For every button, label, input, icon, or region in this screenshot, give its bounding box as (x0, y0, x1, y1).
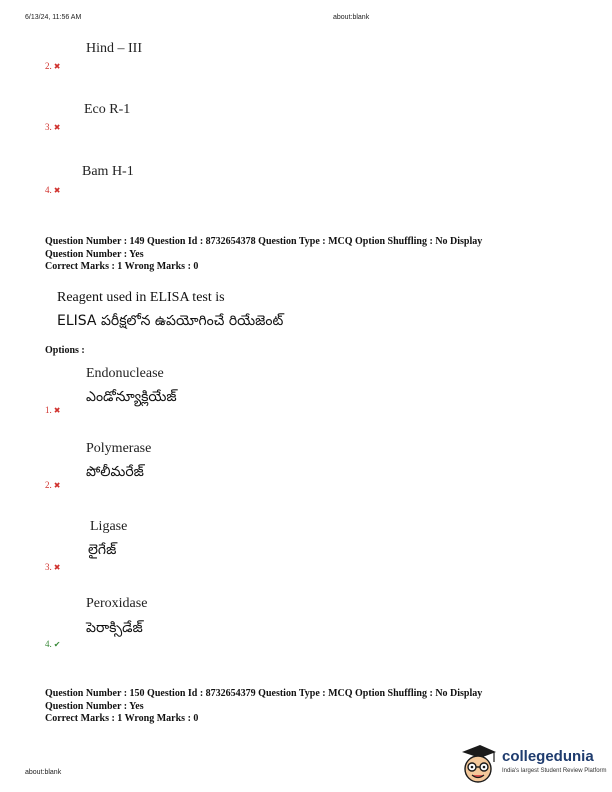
option-2-text-te: పోలీమరేజ్ (86, 464, 144, 480)
question-150-meta-line2: Question Number : Yes (45, 700, 144, 712)
prev-option-4-number: 4. ✖ (45, 185, 61, 195)
question-149-meta-line3: Correct Marks : 1 Wrong Marks : 0 (45, 261, 199, 272)
prev-option-2-text: Hind – III (86, 41, 142, 56)
option-2-text-en: Polymerase (86, 441, 152, 456)
collegedunia-logo (458, 742, 612, 786)
check-icon: ✔ (53, 640, 61, 649)
cross-icon: ✖ (53, 406, 61, 415)
question-149-text-en: Reagent used in ELISA test is (57, 290, 225, 305)
option-3-text-en: Ligase (90, 519, 128, 534)
question-150-meta (45, 688, 482, 726)
cross-icon: ✖ (53, 62, 61, 71)
cross-icon: ✖ (53, 123, 61, 132)
option-1-number: 1. ✖ (45, 405, 61, 415)
logo-wordmark: collegedunia (502, 748, 594, 765)
option-1-text-en: Endonuclease (86, 366, 164, 381)
print-timestamp: 6/13/24, 11:56 AM (25, 14, 82, 21)
question-149-meta (45, 236, 482, 274)
question-150-meta-line3: Correct Marks : 1 Wrong Marks : 0 (45, 713, 199, 724)
options-label: Options : (45, 345, 85, 356)
option-4-number: 4. ✔ (45, 639, 61, 649)
prev-option-2-number: 2. ✖ (45, 61, 61, 71)
print-page-title: about:blank (333, 14, 370, 21)
prev-option-3-text: Eco R-1 (84, 102, 131, 117)
question-149-meta-line1: Question Number : 149 Question Id : 8732654378 Question Type : MCQ Option Shuffling : No Display (45, 236, 483, 247)
option-4-text-en: Peroxidase (86, 596, 148, 611)
question-149-meta-line2: Question Number : Yes (45, 248, 144, 260)
option-2-number: 2. ✖ (45, 480, 61, 490)
option-4-text-te: పెరాక్సిడేజ్ (86, 620, 143, 636)
option-1-text-te: ఎండోన్యూక్లియేజ్ (86, 389, 177, 405)
option-3-number: 3. ✖ (45, 562, 61, 572)
option-3-text-te: లైగేజ్ (88, 542, 117, 558)
print-footer-url: about:blank (25, 769, 62, 776)
prev-option-4-text: Bam H-1 (82, 164, 134, 179)
question-149-text-te: ELISA పరీక్షలోన ఉపయోగించే రియేజెంట్ (57, 313, 284, 329)
cross-icon: ✖ (53, 481, 61, 490)
logo-tagline: India's largest Student Review Platform (502, 768, 607, 774)
student-face-icon (458, 742, 498, 786)
prev-option-3-number: 3. ✖ (45, 122, 61, 132)
cross-icon: ✖ (53, 563, 61, 572)
question-150-meta-line1: Question Number : 150 Question Id : 8732654379 Question Type : MCQ Option Shuffling : No Display (45, 688, 483, 699)
cross-icon: ✖ (53, 186, 61, 195)
